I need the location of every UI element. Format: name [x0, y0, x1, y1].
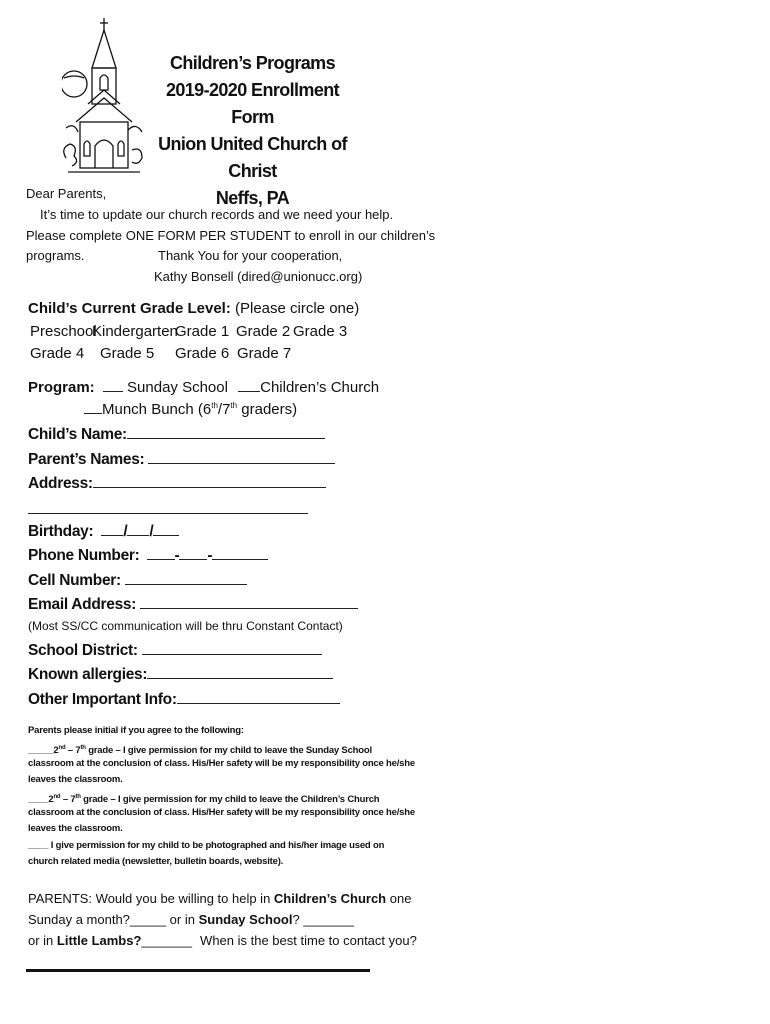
- permission-2-line-2: classroom at the conclusion of class. His/Her safety will be my responsibility once he/she: [28, 807, 415, 818]
- permission-3-initial-blank[interactable]: ____: [28, 840, 49, 851]
- other-info-input[interactable]: [177, 689, 340, 704]
- grade-option-7[interactable]: Grade 7: [237, 345, 292, 362]
- bottom-divider: [26, 969, 370, 972]
- letter-line-2: Please complete ONE FORM PER STUDENT to enroll in our children’s: [26, 228, 436, 243]
- volunteer-line-1: PARENTS: Would you be willing to help in Children’s Church one: [28, 891, 412, 906]
- child-name-label: Child’s Name:: [28, 426, 127, 443]
- email-input[interactable]: [140, 594, 358, 609]
- program-option-childrens-church: Children’s Church: [260, 379, 380, 396]
- form-title: [150, 50, 355, 212]
- permission-1-initial-blank[interactable]: _____: [28, 745, 54, 757]
- munch-bunch-blank[interactable]: [84, 399, 102, 414]
- title-line-enrollment: 2019-2020 Enrollment Form: [165, 80, 340, 127]
- sunday-school-volunteer-blank[interactable]: _______: [303, 912, 354, 927]
- permission-1-line-3: leaves the classroom.: [28, 774, 123, 785]
- parent-names-label: Parent’s Names:: [28, 451, 145, 468]
- permission-3-line-1: ____ I give permission for my child to be photographed and his/her image used on: [28, 840, 385, 851]
- permission-2-line-1: ____2nd – 7th grade – I give permission for my child to leave the Children’s Church: [28, 794, 380, 806]
- letter-signature: Kathy Bonsell (dired@unionucc.org): [154, 269, 363, 284]
- birthday-year-input[interactable]: [153, 521, 179, 536]
- child-name-field: [28, 424, 325, 444]
- address-input[interactable]: [93, 473, 326, 488]
- email-label: Email Address:: [28, 596, 137, 613]
- permission-1-line-1: _____2nd – 7th grade – I give permission for my child to leave the Sunday School: [28, 745, 372, 757]
- grade-option-preschool[interactable]: Preschool: [30, 323, 97, 340]
- cell-input[interactable]: [125, 570, 247, 585]
- volunteer-line-2: Sunday a month?_____ or in Sunday School? _______: [28, 912, 354, 927]
- phone-field: Phone Number: - -: [28, 545, 268, 565]
- program-label: Program:: [28, 379, 95, 396]
- sunday-school-blank[interactable]: [103, 377, 123, 392]
- title-line-programs: Children’s Programs: [170, 53, 335, 73]
- grade-level-instruction: (Please circle one): [235, 300, 360, 317]
- childrens-church-blank[interactable]: [238, 377, 260, 392]
- grade-option-kindergarten[interactable]: Kindergarten: [92, 323, 178, 340]
- grade-level-heading: [28, 300, 359, 317]
- permission-3-line-2: church related media (newsletter, bulletin boards, website).: [28, 856, 284, 867]
- phone-area-input[interactable]: [147, 545, 175, 560]
- allergies-input[interactable]: [147, 664, 333, 679]
- grade-options-row-2: [0, 345, 400, 365]
- school-district-input[interactable]: [142, 640, 322, 655]
- school-district-field: [28, 640, 322, 660]
- grade-option-1[interactable]: Grade 1: [175, 323, 230, 340]
- child-name-input[interactable]: [127, 424, 325, 439]
- grade-option-2[interactable]: Grade 2: [236, 323, 291, 340]
- letter-line-3-right: Thank You for your cooperation,: [158, 248, 343, 263]
- letter-salutation: Dear Parents,: [26, 186, 107, 201]
- childrens-church-volunteer-blank[interactable]: _____: [129, 912, 167, 927]
- address-field: [28, 473, 326, 493]
- phone-line-input[interactable]: [212, 545, 268, 560]
- grade-option-5[interactable]: Grade 5: [100, 345, 155, 362]
- letter-line-1: It’s time to update our church records and we need your help.: [40, 207, 394, 222]
- other-info-field: [28, 689, 340, 709]
- cell-field: [28, 570, 247, 590]
- email-field: [28, 594, 358, 614]
- birthday-field: Birthday: / /: [28, 521, 179, 541]
- program-option-munch-bunch: Munch Bunch (6th/7th graders): [102, 401, 298, 418]
- permission-2-initial-blank[interactable]: ____: [28, 794, 49, 806]
- birthday-month-input[interactable]: [101, 521, 123, 536]
- permission-2-line-3: leaves the classroom.: [28, 823, 123, 834]
- grade-option-3[interactable]: Grade 3: [293, 323, 348, 340]
- grade-options-row-1: [0, 323, 400, 343]
- other-info-label: Other Important Info:: [28, 691, 177, 708]
- birthday-day-input[interactable]: [127, 521, 149, 536]
- parent-names-field: [28, 449, 335, 469]
- address-input-line-2[interactable]: [28, 513, 308, 514]
- permission-1-line-2: classroom at the conclusion of class. His/Her safety will be my responsibility once he/she: [28, 758, 415, 769]
- title-line-church: Union United Church of Christ: [158, 134, 347, 181]
- grade-option-6[interactable]: Grade 6: [175, 345, 230, 362]
- permissions-heading: Parents please initial if you agree to the following:: [28, 725, 244, 736]
- program-row-2: [84, 399, 297, 418]
- email-note: (Most SS/CC communication will be thru Constant Contact): [28, 619, 343, 633]
- allergies-label: Known allergies:: [28, 666, 148, 683]
- letter-line-3-left: programs.: [26, 248, 85, 263]
- school-district-label: School District:: [28, 642, 138, 659]
- program-row-1: [28, 377, 379, 396]
- parent-names-input[interactable]: [148, 449, 335, 464]
- church-logo-image: [62, 18, 146, 176]
- program-option-sunday-school: Sunday School: [127, 379, 228, 396]
- little-lambs-volunteer-blank[interactable]: _______: [141, 933, 193, 948]
- title-line-location: Neffs, PA: [215, 188, 290, 208]
- grade-level-label: Child’s Current Grade Level:: [28, 300, 231, 317]
- birthday-label: Birthday:: [28, 523, 94, 540]
- allergies-field: [28, 664, 333, 684]
- phone-label: Phone Number:: [28, 547, 140, 564]
- cell-label: Cell Number:: [28, 572, 121, 589]
- address-label: Address:: [28, 475, 93, 492]
- phone-prefix-input[interactable]: [179, 545, 207, 560]
- grade-option-4[interactable]: Grade 4: [30, 345, 85, 362]
- volunteer-line-3: or in Little Lambs?_______ When is the best time to contact you?: [28, 933, 417, 948]
